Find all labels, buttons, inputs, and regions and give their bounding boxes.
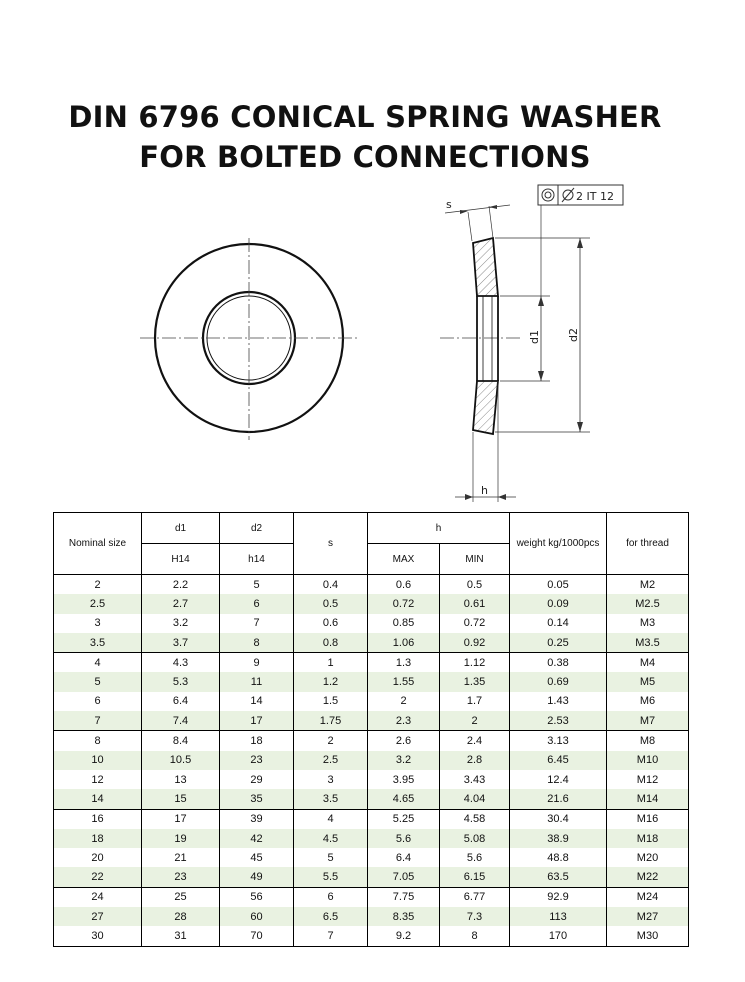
table-cell: M16 [607,809,689,829]
table-cell: 113 [510,907,607,926]
table-cell: M22 [607,867,689,887]
table-row [54,848,689,867]
header-h: h [368,513,510,544]
table-cell: 170 [510,926,607,946]
table-cell: 2.4 [440,731,510,751]
table-row [54,614,689,633]
dimension-table [53,512,689,947]
table-cell: 27 [54,907,142,926]
table-cell: 8 [440,926,510,946]
table-cell: 6.5 [294,907,368,926]
header-d2: d2 [220,513,294,544]
table-cell: 7 [220,614,294,633]
table-cell: 15 [142,789,220,809]
table-cell: 38.9 [510,829,607,848]
table-cell: 23 [220,751,294,770]
table-cell: 0.38 [510,653,607,673]
table-cell: 1 [294,653,368,673]
d1-label: d1 [528,330,541,344]
table-cell: 1.7 [440,692,510,711]
table-row [54,731,689,751]
table-cell: 7.05 [368,867,440,887]
h-label: h [481,484,488,497]
table-row [54,770,689,789]
table-cell: 5.08 [440,829,510,848]
table-cell: 1.5 [294,692,368,711]
table-row [54,789,689,809]
table-cell: 2.5 [54,594,142,613]
table-row [54,633,689,653]
table-cell: 60 [220,907,294,926]
table-cell: M30 [607,926,689,946]
table-row [54,907,689,926]
table-cell: 14 [54,789,142,809]
table-cell: 4.65 [368,789,440,809]
table-cell: M7 [607,711,689,731]
table-cell: 0.25 [510,633,607,653]
table-cell: 11 [220,672,294,691]
table-cell: 70 [220,926,294,946]
header-weight: weight kg/1000pcs [510,513,607,575]
upper-section [473,238,498,296]
table-cell: M8 [607,731,689,751]
table-cell: 92.9 [510,887,607,907]
table-cell: 3.2 [368,751,440,770]
table-cell: M5 [607,672,689,691]
table-cell: 6.4 [142,692,220,711]
table-cell: 7.3 [440,907,510,926]
table-cell: 21 [142,848,220,867]
table-cell: 6 [294,887,368,907]
table-cell: 8 [54,731,142,751]
s-label: s [446,198,452,211]
table-cell: 2 [294,731,368,751]
table-cell: 1.43 [510,692,607,711]
page-title: DIN 6796 CONICAL SPRING WASHER [68,100,662,134]
header-thread: for thread [607,513,689,575]
table-cell: M14 [607,789,689,809]
table-cell: 4.04 [440,789,510,809]
table-cell: 2.8 [440,751,510,770]
header-h-max: MAX [368,544,440,575]
table-cell: 29 [220,770,294,789]
table-cell: 10.5 [142,751,220,770]
table-cell: 0.6 [368,575,440,595]
table-cell: 3.7 [142,633,220,653]
table-cell: 0.5 [294,594,368,613]
table-cell: 3.2 [142,614,220,633]
table-cell: M2.5 [607,594,689,613]
table-cell: 49 [220,867,294,887]
table-cell: 0.72 [368,594,440,613]
table-cell: M27 [607,907,689,926]
table-cell: 19 [142,829,220,848]
table-cell: M20 [607,848,689,867]
header-nominal-size: Nominal size [54,513,142,575]
table-cell: 0.61 [440,594,510,613]
table-cell: 30 [54,926,142,946]
table-cell: 3.5 [54,633,142,653]
table-cell: 6 [54,692,142,711]
table-cell: 42 [220,829,294,848]
table-cell: 2.7 [142,594,220,613]
table-cell: 4 [294,809,368,829]
tolerance-value: 2 IT 12 [576,190,614,203]
table-cell: 6.77 [440,887,510,907]
table-cell: 0.6 [294,614,368,633]
table-cell: 0.09 [510,594,607,613]
table-cell: 17 [142,809,220,829]
table-cell: 1.2 [294,672,368,691]
table-cell: 30.4 [510,809,607,829]
table-cell: 1.3 [368,653,440,673]
section-view [440,185,623,502]
table-cell: 3.13 [510,731,607,751]
table-cell: 2.5 [294,751,368,770]
table-cell: M4 [607,653,689,673]
table-row [54,692,689,711]
table-cell: M24 [607,887,689,907]
table-cell: 45 [220,848,294,867]
table-cell: 18 [220,731,294,751]
table-cell: 12 [54,770,142,789]
table-cell: 25 [142,887,220,907]
table-row [54,672,689,691]
table-cell: M3 [607,614,689,633]
table-cell: 16 [54,809,142,829]
table-cell: 28 [142,907,220,926]
table-cell: 5 [294,848,368,867]
table-cell: 0.69 [510,672,607,691]
table-cell: M3.5 [607,633,689,653]
table-cell: 0.14 [510,614,607,633]
table-cell: 7.75 [368,887,440,907]
table-cell: 17 [220,711,294,731]
table-row [54,653,689,673]
table-cell: 2.3 [368,711,440,731]
table-cell: 5 [220,575,294,595]
table-cell: 63.5 [510,867,607,887]
table-cell: 22 [54,867,142,887]
table-row [54,711,689,731]
table-cell: 24 [54,887,142,907]
d2-label: d2 [567,328,580,342]
table-cell: 1.06 [368,633,440,653]
table-cell: 12.4 [510,770,607,789]
table-cell: 1.75 [294,711,368,731]
table-cell: 6.4 [368,848,440,867]
table-cell: 7.4 [142,711,220,731]
front-view [140,238,358,440]
table-cell: 2.6 [368,731,440,751]
table-cell: 6.45 [510,751,607,770]
table-cell: 6.15 [440,867,510,887]
table-cell: 9.2 [368,926,440,946]
table-cell: 0.85 [368,614,440,633]
table-cell: 14 [220,692,294,711]
table-cell: 31 [142,926,220,946]
table-cell: 4.58 [440,809,510,829]
table-cell: 6 [220,594,294,613]
page-subtitle: FOR BOLTED CONNECTIONS [139,140,591,174]
table-cell: 8.35 [368,907,440,926]
table-row [54,829,689,848]
table-cell: 2.2 [142,575,220,595]
header-s: s [294,513,368,575]
table-cell: 3 [54,614,142,633]
table-row [54,575,689,595]
table-cell: 0.92 [440,633,510,653]
header-h-min: MIN [440,544,510,575]
table-cell: 20 [54,848,142,867]
table-cell: 3 [294,770,368,789]
table-cell: 5 [54,672,142,691]
table-cell: 2.53 [510,711,607,731]
washer-drawing [0,180,745,510]
table-cell: 5.5 [294,867,368,887]
table-cell: 8 [220,633,294,653]
table-cell: 8.4 [142,731,220,751]
table-cell: M2 [607,575,689,595]
header-d1-tolerance: H14 [142,544,220,575]
lower-section [473,381,498,434]
table-cell: 1.35 [440,672,510,691]
table-cell: 18 [54,829,142,848]
table-cell: 3.5 [294,789,368,809]
table-cell: 5.6 [440,848,510,867]
table-row [54,867,689,887]
table-cell: 2 [54,575,142,595]
table-cell: 10 [54,751,142,770]
table-cell: 5.3 [142,672,220,691]
table-cell: 3.95 [368,770,440,789]
table-cell: 7 [54,711,142,731]
table-row [54,926,689,946]
table-cell: 4 [54,653,142,673]
table-cell: 5.25 [368,809,440,829]
table-cell: 13 [142,770,220,789]
table-row [54,809,689,829]
table-cell: 2 [440,711,510,731]
header-d2-tolerance: h14 [220,544,294,575]
table-cell: 35 [220,789,294,809]
table-cell: 39 [220,809,294,829]
header-d1: d1 [142,513,220,544]
table-cell: 0.05 [510,575,607,595]
table-cell: 0.5 [440,575,510,595]
table-cell: 48.8 [510,848,607,867]
table-cell: M12 [607,770,689,789]
table-cell: 4.3 [142,653,220,673]
table-cell: M6 [607,692,689,711]
table-cell: 21.6 [510,789,607,809]
table-cell: 4.5 [294,829,368,848]
table-cell: 3.43 [440,770,510,789]
table-cell: 23 [142,867,220,887]
table-cell: 7 [294,926,368,946]
table-cell: 1.55 [368,672,440,691]
table-cell: M10 [607,751,689,770]
table-cell: 0.72 [440,614,510,633]
tolerance-frame [538,185,623,205]
table-cell: 56 [220,887,294,907]
table-row [54,751,689,770]
table-cell: 5.6 [368,829,440,848]
table-cell: 1.12 [440,653,510,673]
table-cell: 0.8 [294,633,368,653]
table-row [54,594,689,613]
table-cell: 2 [368,692,440,711]
table-cell: 9 [220,653,294,673]
table-row [54,887,689,907]
table-cell: 0.4 [294,575,368,595]
table-cell: M18 [607,829,689,848]
